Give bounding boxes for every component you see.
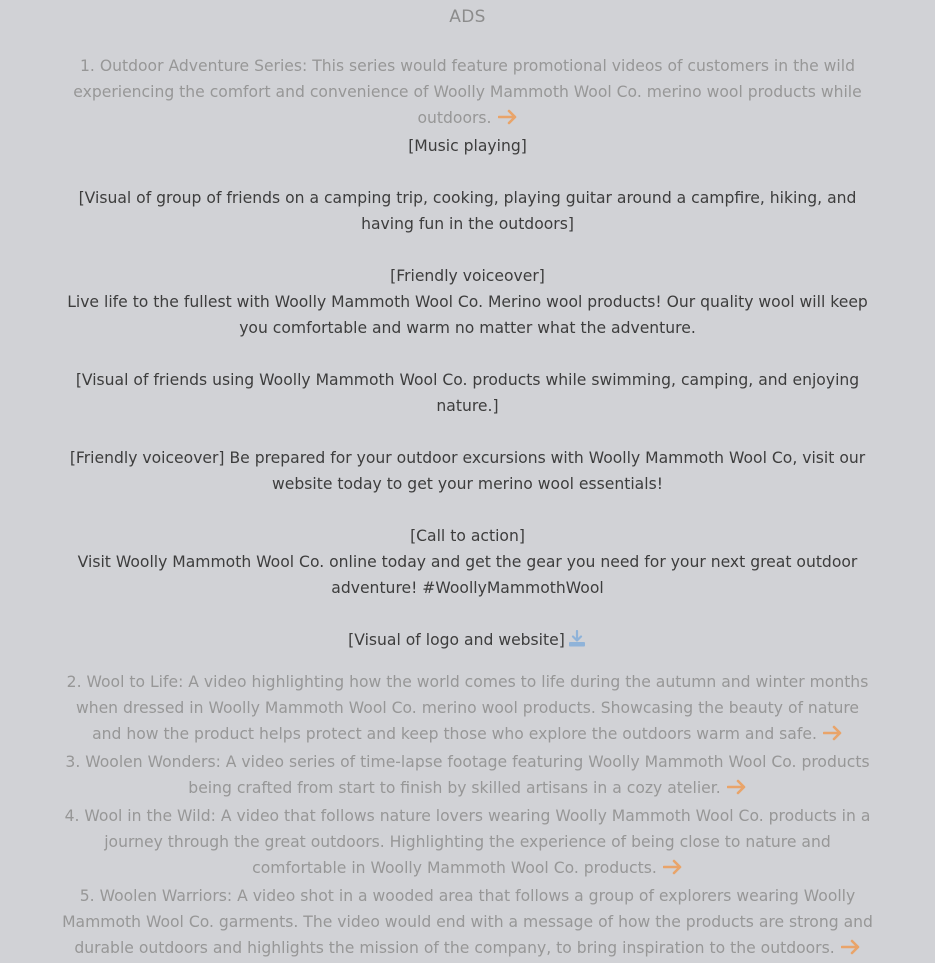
script-cta-tag: [Call to action] bbox=[410, 527, 525, 545]
script-voiceover-1-tag: [Friendly voiceover] bbox=[390, 267, 545, 285]
idea-text: 1. Outdoor Adventure Series: This series would feature promotional videos of customers in the wild experiencing the comfort and convenience of Woolly Mammoth Wool Co. merino wool products while outdoors. bbox=[73, 57, 862, 127]
idea-item-4 bbox=[60, 803, 875, 883]
expanded-ad-script bbox=[60, 133, 875, 656]
idea-item-3 bbox=[60, 749, 875, 803]
idea-text: 4. Wool in the Wild: A video that follows nature lovers wearing Woolly Mammoth Wool Co. products in a journey through the great outdoors. Highlighting the experience of being close to nature and comfortable in Woolly Mammoth Wool Co. products. bbox=[64, 807, 871, 877]
script-visual-1: [Visual of group of friends on a camping trip, cooking, playing guitar around a campfire, hiking, and having fun in the outdoors] bbox=[78, 189, 857, 233]
arrow-right-icon[interactable] bbox=[663, 857, 683, 883]
idea-text: 3. Woolen Wonders: A video series of time-lapse footage featuring Woolly Mammoth Wool Co. products being crafted from start to finish by skilled artisans in a cozy atelier. bbox=[65, 753, 870, 797]
arrow-right-icon[interactable] bbox=[841, 937, 861, 963]
arrow-right-icon[interactable] bbox=[727, 777, 747, 803]
idea-text: 2. Wool to Life: A video highlighting how the world comes to life during the autumn and winter months when dressed in Woolly Mammoth Wool Co. merino wool products. Showcasing the beauty of nature and how the product helps protect and keep those who explore the outdoors warm and safe. bbox=[66, 673, 869, 743]
idea-item-1 bbox=[60, 53, 875, 133]
script-voiceover-2: [Friendly voiceover] Be prepared for your outdoor excursions with Woolly Mammoth Wool Co, visit our website today to get your merino wool essentials! bbox=[69, 449, 866, 493]
script-voiceover-1-text: Live life to the fullest with Woolly Mammoth Wool Co. Merino wool products! Our quality wool will keep you comfortable and warm no matter what the adventure. bbox=[67, 293, 868, 337]
script-visual-3: [Visual of logo and website] bbox=[348, 631, 565, 649]
script-music: [Music playing] bbox=[408, 137, 527, 155]
page-title: ADS bbox=[449, 7, 486, 27]
ideas-list bbox=[60, 669, 875, 963]
arrow-right-icon[interactable] bbox=[823, 723, 843, 749]
download-icon[interactable] bbox=[567, 630, 587, 656]
idea-text: 5. Woolen Warriors: A video shot in a wooded area that follows a group of explorers wearing Woolly Mammoth Wool Co. garments. The video would end with a message of how the products are strong and durable outdoors and highlights the mission of the company, to bring inspiration to the outdoors. bbox=[62, 887, 873, 957]
script-visual-3-line bbox=[60, 627, 875, 656]
idea-item-2 bbox=[60, 669, 875, 749]
idea-item-5 bbox=[60, 883, 875, 963]
script-cta-text: Visit Woolly Mammoth Wool Co. online today and get the gear you need for your next great outdoor adventure! #WoollyMammothWool bbox=[77, 553, 858, 597]
script-visual-2: [Visual of friends using Woolly Mammoth Wool Co. products while swimming, camping, and enjoying nature.] bbox=[75, 371, 860, 415]
arrow-right-icon[interactable] bbox=[498, 107, 518, 133]
